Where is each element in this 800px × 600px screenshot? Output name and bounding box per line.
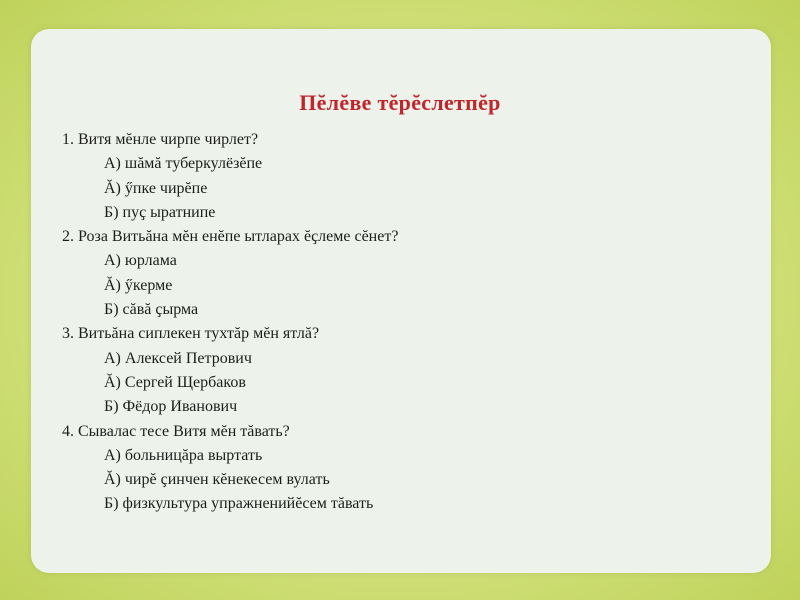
slide-title: Пĕлĕве тĕрĕслетпĕр: [299, 90, 501, 115]
question-1-answer-a: А) шăмă туберкулёзĕпе: [104, 155, 263, 173]
question-4-answer-a-breve: Ă) чирĕ ҫинчен кĕнекесем вулать: [104, 471, 330, 489]
question-4: 4. Сывалас тесе Витя мĕн тăвать?: [62, 422, 290, 440]
question-2-answer-b: Б) сăвă ҫырма: [104, 301, 199, 319]
question-4-answer-a: А) больницăра выртать: [104, 446, 263, 464]
question-1-answer-a-breve: Ă) ӳпке чирĕпе: [104, 179, 208, 197]
question-3-answer-a-breve: Ă) Сергей Щербаков: [104, 373, 246, 391]
question-1-answer-b: Б) пуҫ ыратнипе: [104, 203, 216, 221]
question-2-answer-a-breve: Ă) ӳкерме: [104, 276, 173, 294]
quiz-list: [62, 128, 752, 517]
question-3-answer-a: А) Алексей Петрович: [104, 349, 252, 367]
question-1: 1. Витя мĕнле чирпе чирлет?: [62, 131, 259, 148]
question-3-answer-b: Б) Фёдор Иванович: [104, 398, 238, 416]
question-3: 3. Витьăна сиплекен тухтăр мĕн ятлă?: [62, 325, 320, 343]
question-4-answer-b: Б) физкультура упражненийĕсем тăвать: [104, 495, 374, 513]
question-2: 2. Роза Витьăна мĕн енĕпе ытларах ĕҫлеме сĕнет?: [62, 228, 399, 246]
question-2-answer-a: А) юрлама: [104, 252, 177, 270]
